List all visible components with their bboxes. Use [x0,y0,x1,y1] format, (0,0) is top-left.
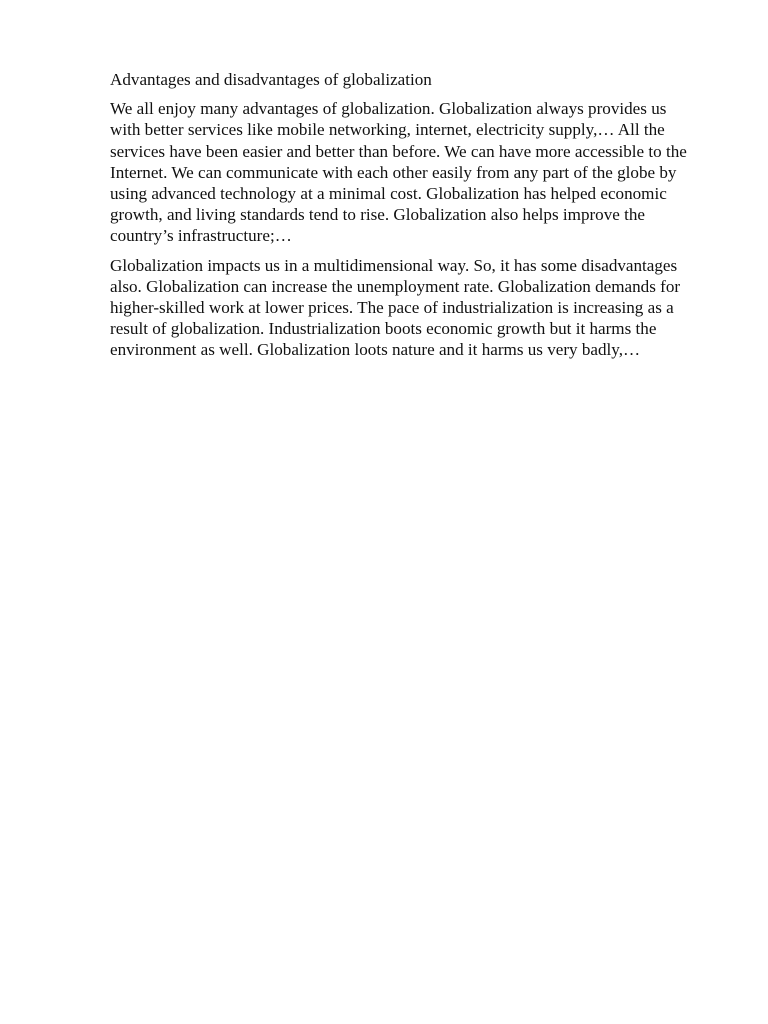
document-body [110,69,694,369]
document-title: Advantages and disadvantages of globalization [110,70,432,89]
paragraph-disadvantages: Globalization impacts us in a multidimensional way. So, it has some disadvantages also. Globalization can increase the unemployment rate. Globalization demands for higher-skilled work at lower prices. The pace of industrialization is increasing as a result of globalization. Industrialization boots economic growth but it harms the environment as well. Globalization loots nature and it harms us very badly,… [110,255,681,360]
paragraph-advantages: We all enjoy many advantages of globalization. Globalization always provides us with better services like mobile networking, internet, electricity supply,… All the services have been easier and better than before. We can have more accessible to the Internet. We can communicate with each other easily from any part of the globe by using advanced technology at a minimal cost. Globalization has helped economic growth, and living standards tend to rise. Globalization also helps improve the country’s infrastructure;… [110,99,687,246]
